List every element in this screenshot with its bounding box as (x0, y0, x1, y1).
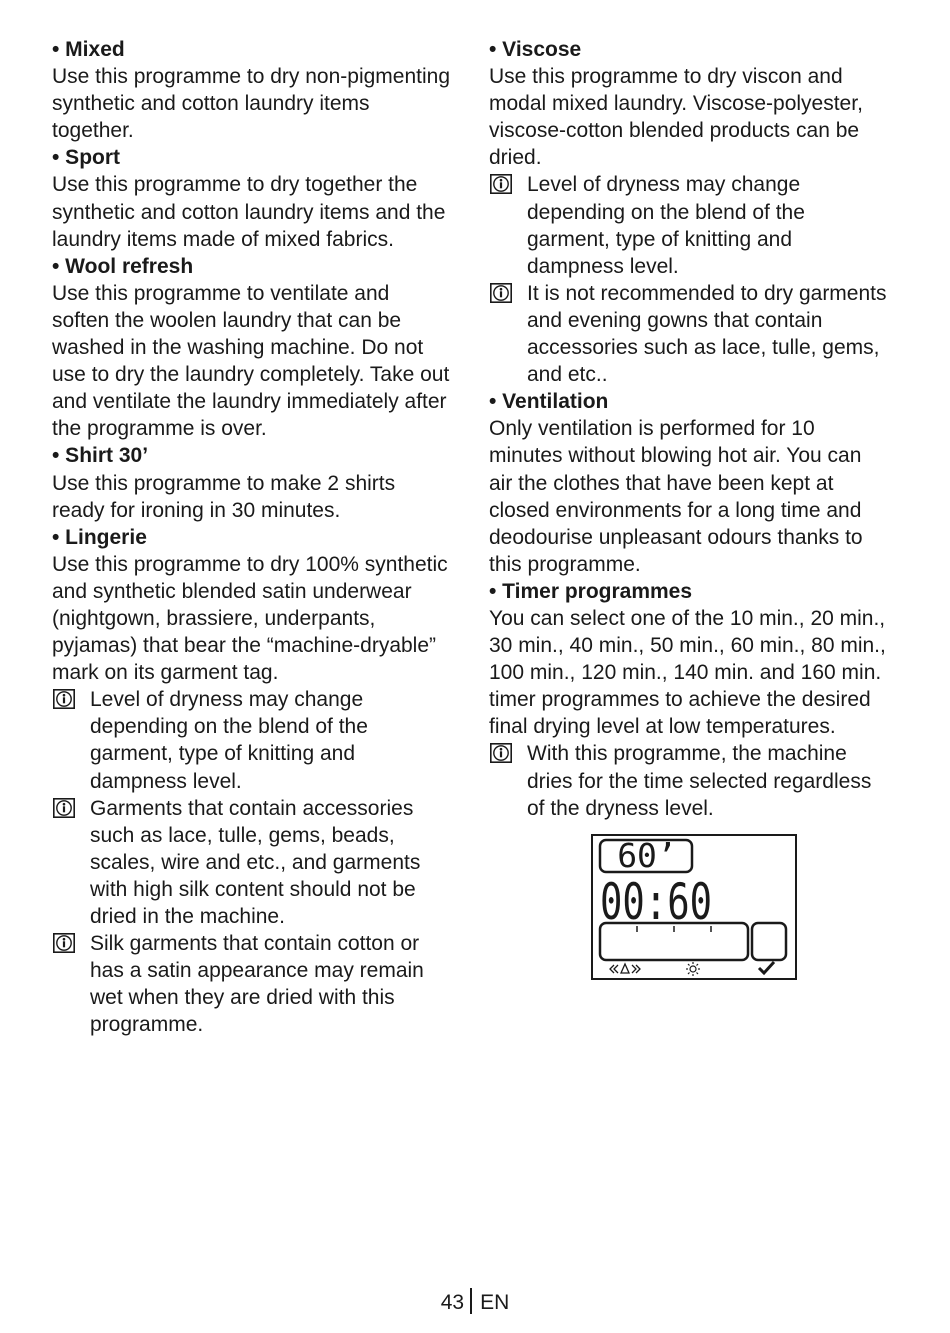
section-title-lingerie: • Lingerie (52, 525, 147, 549)
footer-separator (470, 1288, 472, 1314)
info-note (52, 686, 452, 794)
info-icon (490, 283, 512, 303)
info-note-text: Garments that contain accessories such as lace, tulle, gems, beads, scales, wire and etc., and garments with high silk content should not be dried in the machine. (90, 796, 421, 928)
info-note (489, 740, 889, 821)
display-panel (591, 834, 797, 980)
info-note-text: It is not recommended to dry garments and evening gowns that contain accessories such as lace, tulle, gems, and etc.. (527, 281, 887, 387)
info-note (52, 930, 452, 1038)
page-footer (0, 1288, 950, 1317)
info-note-text: Level of dryness may change depending on the blend of the garment, type of knitting and dampness level. (90, 688, 368, 793)
info-note (52, 795, 452, 930)
info-icon (53, 798, 75, 818)
section-body-ventilation: Only ventilation is performed for 10 minutes without blowing hot air. You can air the clothes that have been kept at closed environments for a long time and deodourise unpleasant odours thanks to this programme. (489, 417, 863, 576)
section-body-shirt: Use this programme to make 2 shirts ready for ironing in 30 minutes. (52, 471, 396, 522)
section-body-wool-refresh: Use this programme to ventilate and soften the woolen laundry that can be washed in the washing machine. Do not use to dry the laundry completely. Take out and ventilate the laundry immediately after the programme is over. (52, 281, 450, 441)
time-value: 00:60 (600, 872, 712, 931)
section-body-mixed: Use this programme to dry non-pigmenting synthetic and cotton laundry items together. (52, 65, 451, 143)
info-icon (490, 743, 512, 763)
right-column (489, 36, 889, 980)
section-title-viscose: • Viscose (489, 38, 582, 61)
info-note (489, 280, 889, 388)
programme-value: 60’ (617, 835, 677, 875)
section-body-viscose: Use this programme to dry viscon and modal mixed laundry. Viscose-polyester, viscose-cotton blended products can be dried. (489, 65, 863, 170)
section-title-ventilation: • Ventilation (489, 390, 609, 414)
section-title-sport: • Sport (52, 146, 121, 170)
info-note-text: Silk garments that contain cotton or has a satin appearance may remain wet when they are dried with this programme. (90, 932, 424, 1037)
info-note-text: Level of dryness may change depending on the blend of the garment, type of knitting and dampness level. (527, 173, 805, 278)
left-column (52, 36, 452, 1038)
section-title-wool-refresh: • Wool refresh (52, 254, 194, 278)
section-body-lingerie: Use this programme to dry 100% synthetic and synthetic blended satin underwear (nightgown, brassiere, underpants, pyjamas) that bear the “machine-dryable” mark on its garment tag. (52, 552, 448, 685)
info-icon (53, 689, 75, 709)
language-code: EN (480, 1291, 510, 1314)
section-body-timer-programmes: You can select one of the 10 min., 20 min., 30 min., 40 min., 50 min., 60 min., 80 min., 100 min., 120 min., 140 min. and 160 min. timer programmes to achieve the desired final drying level at low temperatures. (489, 606, 886, 739)
section-title-timer-programmes: • Timer programmes (489, 579, 693, 603)
section-title-shirt: • Shirt 30’ (52, 444, 149, 468)
info-note (489, 171, 889, 279)
section-title-mixed: • Mixed (52, 38, 125, 61)
info-note-text: With this programme, the machine dries for the time selected regardless of the dryness level. (527, 742, 872, 820)
info-icon (490, 174, 512, 194)
display-illustration (591, 834, 797, 980)
info-icon (53, 933, 75, 953)
section-body-sport: Use this programme to dry together the synthetic and cotton laundry items and the laundry items made of mixed fabrics. (52, 173, 446, 251)
page-number: 43 (440, 1291, 465, 1314)
